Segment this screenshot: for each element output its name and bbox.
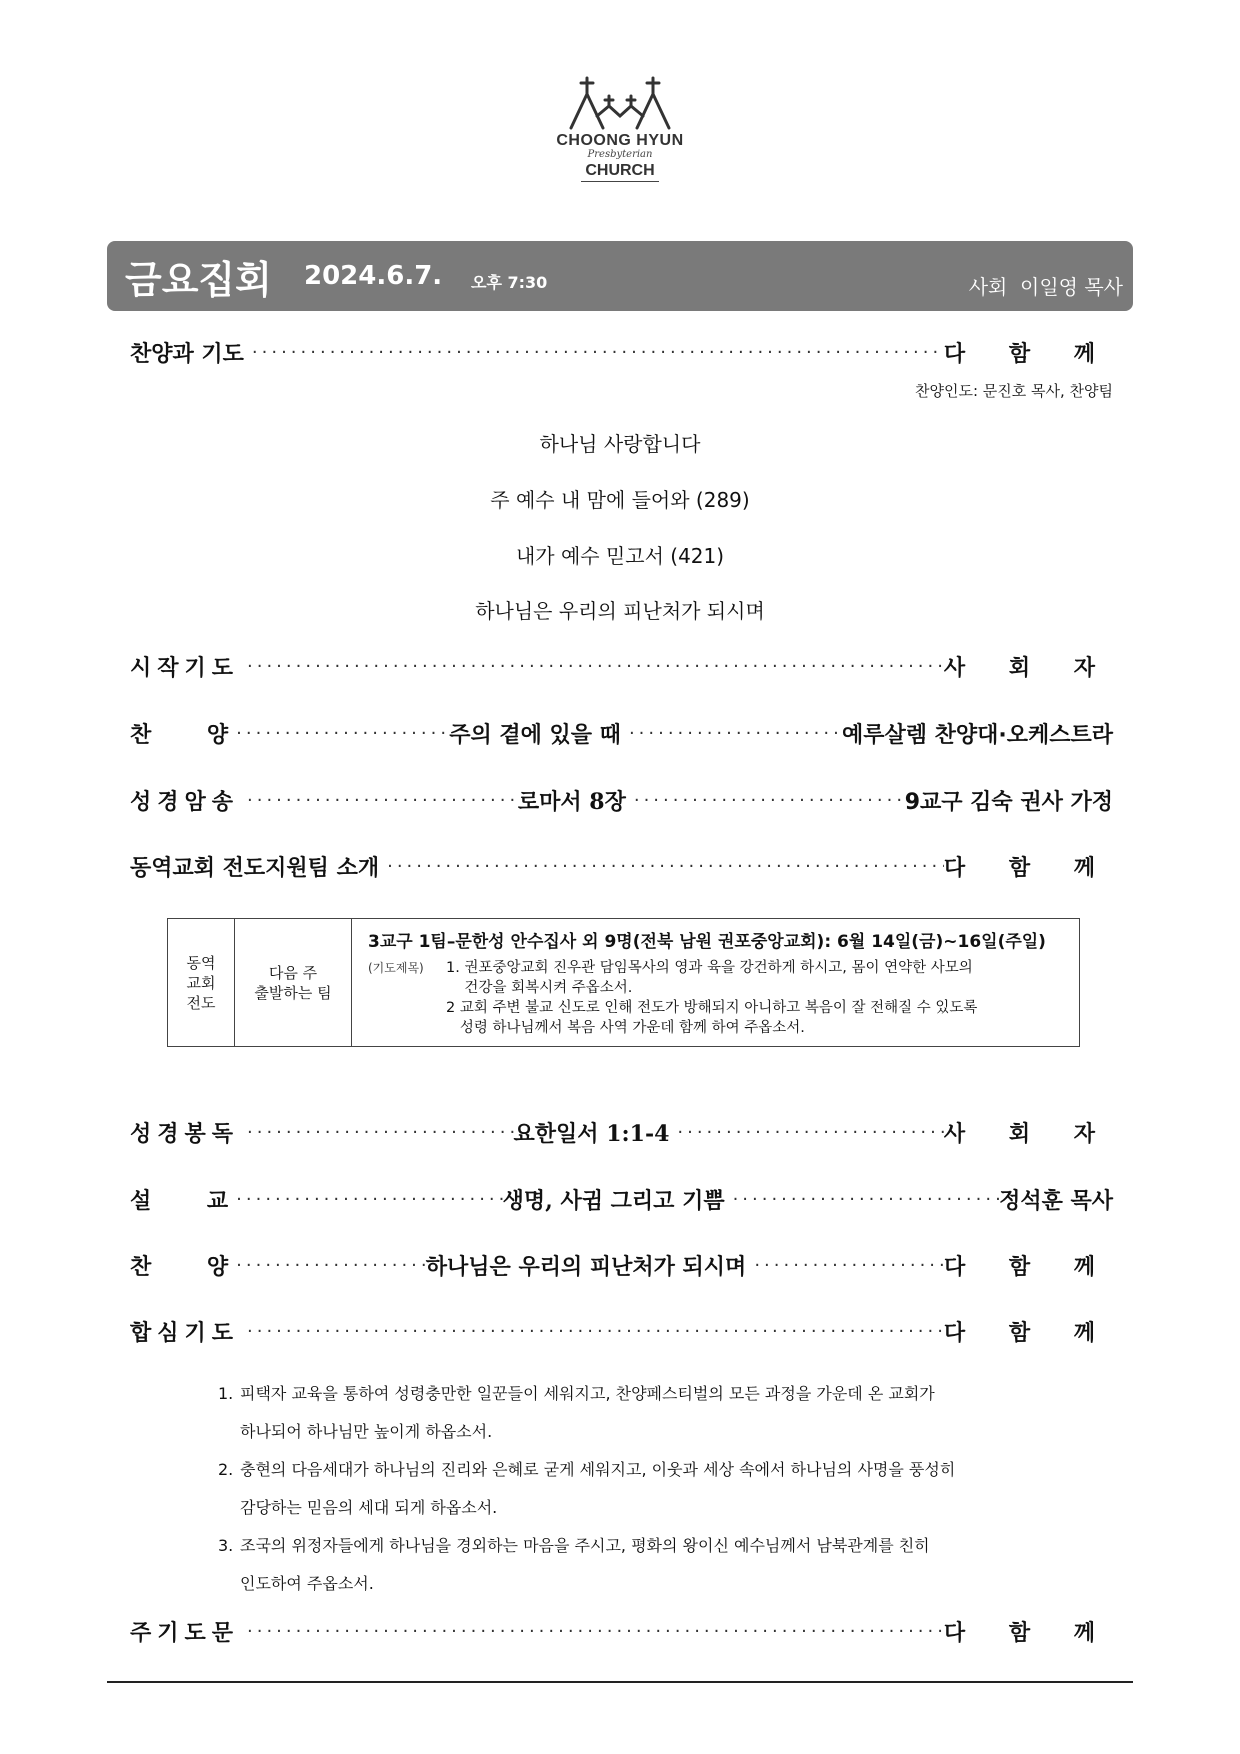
service-title: 금요집회 [125,258,272,302]
dot-leader [228,1189,503,1210]
order-label: 동역교회 전도지원팀 소개 [130,855,380,881]
prayer-text: 인도하여 주옵소서. [240,1574,374,1593]
mission-category-cell [168,919,235,1047]
order-right: 다 함 께 [943,1254,1114,1280]
order-row-hymn-2 [130,1246,1113,1284]
cell-text: 전도 [186,993,216,1012]
dot-leader [379,856,944,877]
order-right: 정석훈 목사 [999,1188,1113,1214]
mission-team-table [167,918,1080,1047]
order-mid: 로마서 8장 [517,788,626,815]
order-label: 성경봉독 [130,1121,240,1147]
cell-text: 교회 [186,973,216,992]
order-right: 9교구 김숙 권사 가정 [904,789,1113,815]
logo-text-church: CHURCH [581,162,658,182]
service-date: 2024.6.7. [304,261,443,291]
prayer-item [218,1527,1068,1603]
mission-next-team-cell [235,919,352,1047]
order-label: 찬 양 [130,1254,229,1280]
order-label: 주기도문 [130,1620,240,1646]
mission-detail-cell [352,919,1080,1047]
order-right: 예루살렘 찬양대·오케스트라 [841,722,1113,748]
order-label: 합심기도 [130,1320,240,1346]
order-label: 시작기도 [130,655,240,681]
service-time: 오후 7:30 [471,273,548,292]
prayer-number: 3. [218,1536,234,1555]
dot-leader [621,723,842,744]
service-header-bar [107,241,1133,311]
prayer-text: 피택자 교육을 통하여 성령충만한 일꾼들이 세워지고, 찬양페스티벌의 모든 과정을 가운데 온 교회가 [240,1384,935,1403]
order-label: 성경암송 [130,789,240,815]
footer-divider [107,1681,1133,1683]
order-row-opening-prayer [130,647,1113,685]
dot-leader [239,656,944,677]
dot-leader [239,790,518,811]
prayer-number: 2. [218,1460,234,1479]
mission-prayer-topics [368,958,1065,1038]
order-label: 찬 양 [130,722,229,748]
praise-leaders-note: 찬양인도: 문진호 목사, 찬양팀 [914,382,1113,400]
prayer-topic-line: 성령 하나님께서 복음 사역 가운데 함께 하여 주옵소서. [446,1020,805,1036]
cell-text: 출발하는 팀 [254,983,332,1002]
logo-text-name: CHOONG HYUN [556,132,684,149]
order-right: 사 회 자 [943,655,1113,681]
cell-text: 동역 [186,953,216,972]
dot-leader [669,1122,944,1143]
prayer-text: 하나되어 하나님만 높이게 하옵소서. [240,1422,493,1441]
order-right: 다 함 께 [943,1320,1113,1346]
order-row-mission-team [130,847,1113,885]
order-mid: 요한일서 1:1-4 [513,1120,670,1147]
logo-text-denomination: Presbyterian [587,149,653,160]
order-row-praise-prayer [130,333,1113,371]
order-mid: 주의 곁에 있을 때 [449,721,621,748]
prayer-tag: (기도제목) [368,961,424,975]
prayer-topic-line: 2 교회 주변 불교 신도로 인해 전도가 방해되지 아니하고 복음이 잘 전해질 수 있도록 [446,1000,978,1016]
dot-leader [228,1255,426,1276]
prayer-topic-line: 1. 권포중앙교회 진우관 담임목사의 영과 육을 강건하게 하시고, 몸이 연약한 사모의 [446,960,973,976]
order-right: 다 함 께 [943,341,1113,367]
order-row-united-prayer [130,1312,1113,1350]
order-label: 설 교 [130,1188,229,1214]
order-mid: 생명, 사귐 그리고 기쁨 [502,1187,725,1214]
order-mid: 하나님은 우리의 피난처가 되시며 [425,1253,747,1280]
order-row-scripture-recitation [130,781,1113,819]
dot-leader [725,1189,1000,1210]
order-right: 다 함 께 [943,855,1113,881]
dot-leader [244,342,944,363]
prayer-text: 충현의 다음세대가 하나님의 진리와 은혜로 굳게 세워지고, 이웃과 세상 속에서 하나님의 사명을 풍성히 [240,1460,956,1479]
service-leader: 사회 이일영 목사 [968,275,1123,299]
dot-leader [239,1321,944,1342]
order-row-scripture-reading [130,1113,1113,1151]
order-label: 찬양과 기도 [130,341,244,367]
order-right: 다 함 께 [943,1620,1113,1646]
prayer-text: 감당하는 믿음의 세대 되게 하옵소서. [240,1498,498,1517]
prayer-item [218,1451,1068,1527]
prayer-item [218,1375,1068,1451]
prayer-topic-line: 건강을 회복시켜 주옵소서. [446,980,633,996]
order-row-hymn-1 [130,714,1113,752]
dot-leader [228,723,449,744]
church-logo [555,72,685,192]
dot-leader [626,790,905,811]
song-item: 주 예수 내 맘에 들어와 (289) [490,488,750,512]
song-item: 내가 예수 믿고서 (421) [515,544,725,568]
song-item: 하나님 사랑합니다 [539,432,701,456]
dot-leader [239,1122,514,1143]
song-item: 하나님은 우리의 피난처가 되시며 [475,599,765,623]
prayer-text: 조국의 위정자들에게 하나님을 경외하는 마음을 주시고, 평화의 왕이신 예수님께서 남북관계를 친히 [240,1536,930,1555]
dot-leader [746,1255,944,1276]
order-row-sermon [130,1180,1113,1218]
church-spires-icon [565,72,675,130]
cell-text: 다음 주 [268,963,318,982]
dot-leader [239,1621,944,1642]
prayer-number: 1. [218,1384,234,1403]
prayer-list [218,1375,1068,1603]
order-row-lords-prayer [130,1612,1113,1650]
mission-team-info: 3교구 1팀–문한성 안수집사 외 9명(전북 남원 권포중앙교회): 6월 14일(금)~16일(주일) [368,932,1046,952]
order-right: 사 회 자 [943,1121,1113,1147]
